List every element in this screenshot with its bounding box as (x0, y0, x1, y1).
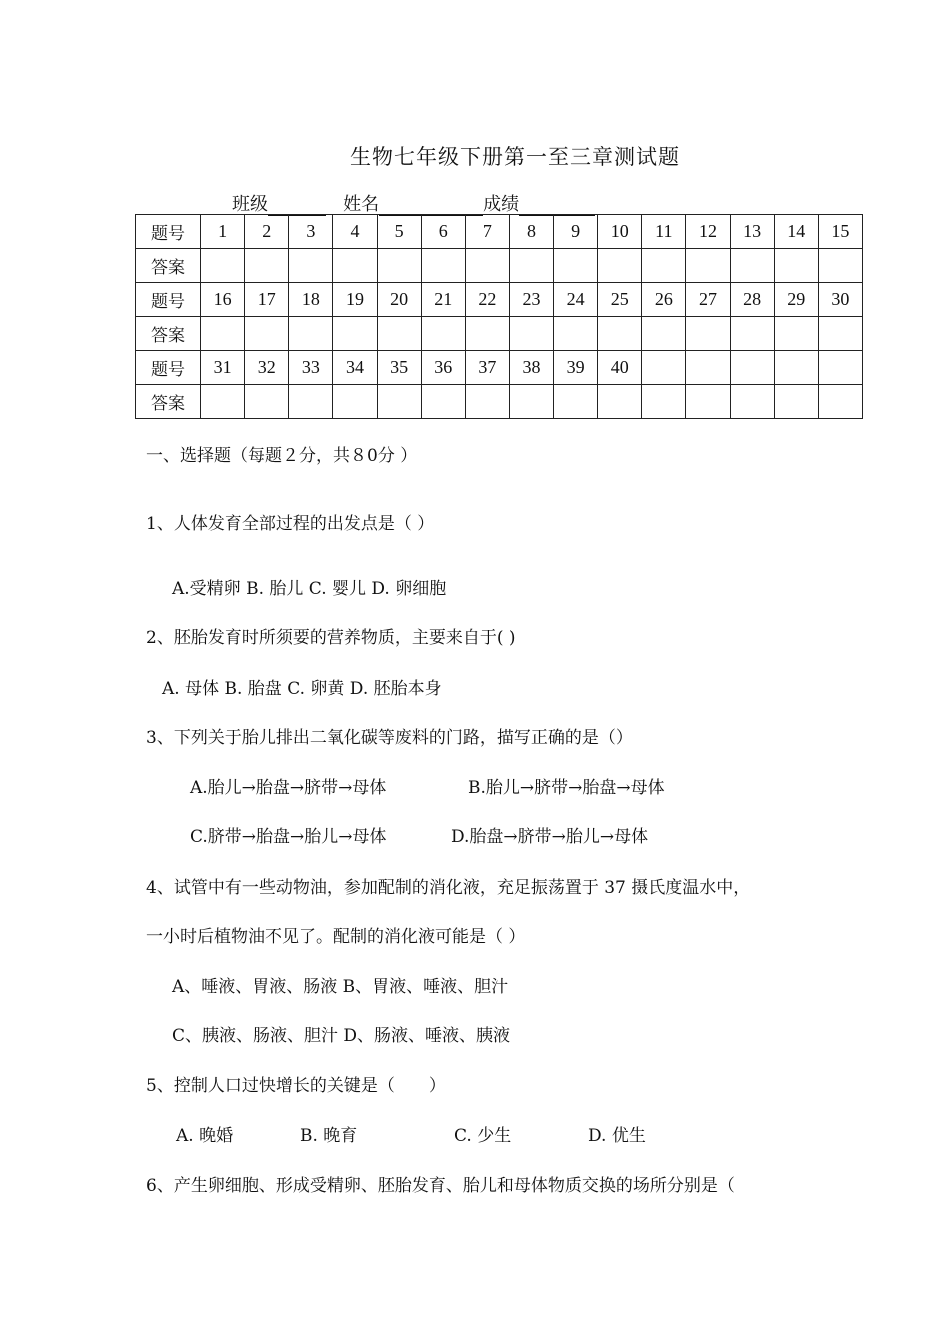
question-number-cell: 36 (421, 351, 465, 385)
answer-cell[interactable] (333, 317, 377, 351)
question-number-row (136, 351, 863, 385)
answer-cell[interactable] (333, 385, 377, 419)
question-4-options-row1: A、唾液、胃液、肠液 B、胃液、唾液、胆汁 (172, 977, 509, 997)
question-number-cell (818, 351, 862, 385)
answer-cell[interactable] (465, 249, 509, 283)
question-1-options: A.受精卵 B. 胎儿 C. 婴儿 D. 卵细胞 (172, 579, 447, 599)
question-number-cell (642, 351, 686, 385)
question-3-option-d: D.胎盘→脐带→胎儿→母体 (451, 827, 649, 847)
question-number-cell: 2 (245, 215, 289, 249)
answer-cell[interactable] (201, 317, 245, 351)
question-number-cell: 10 (598, 215, 642, 249)
answer-cell[interactable] (774, 249, 818, 283)
question-number-cell: 33 (289, 351, 333, 385)
question-number-cell (686, 351, 730, 385)
answer-cell[interactable] (774, 385, 818, 419)
row-label: 题号 (136, 283, 201, 317)
answer-row (136, 385, 863, 419)
answer-cell[interactable] (465, 317, 509, 351)
answer-cell[interactable] (245, 317, 289, 351)
question-number-cell: 14 (774, 215, 818, 249)
answer-cell[interactable] (642, 385, 686, 419)
question-number-cell: 30 (818, 283, 862, 317)
question-4-continued: 一小时后植物油不见了。配制的消化液可能是（ ） (146, 927, 526, 947)
question-number-cell: 15 (818, 215, 862, 249)
question-number-cell: 18 (289, 283, 333, 317)
answer-cell[interactable] (333, 249, 377, 283)
answer-cell[interactable] (377, 317, 421, 351)
question-3-option-c: C.脐带→胎盘→胎儿→母体 (190, 827, 387, 847)
answer-cell[interactable] (421, 317, 465, 351)
answer-cell[interactable] (554, 249, 598, 283)
answer-label: 答案 (136, 249, 201, 283)
question-2-options: A. 母体 B. 胎盘 C. 卵黄 D. 胚胎本身 (162, 679, 442, 699)
answer-cell[interactable] (245, 385, 289, 419)
question-number-row (136, 215, 863, 249)
question-3-option-b: B.胎儿→脐带→胎盘→母体 (468, 778, 665, 798)
answer-cell[interactable] (421, 249, 465, 283)
question-5: 5、控制人口过快增长的关键是（ ） (146, 1076, 446, 1096)
question-number-cell: 21 (421, 283, 465, 317)
question-number-cell: 28 (730, 283, 774, 317)
question-number-row (136, 283, 863, 317)
section-heading: 一、选择题（每题２分，共８0分 ） (146, 446, 418, 466)
question-number-cell (774, 351, 818, 385)
question-number-cell: 12 (686, 215, 730, 249)
question-number-cell: 38 (509, 351, 553, 385)
answer-cell[interactable] (730, 385, 774, 419)
answer-cell[interactable] (686, 385, 730, 419)
answer-cell[interactable] (642, 317, 686, 351)
question-3-option-a: A.胎儿→胎盘→脐带→母体 (190, 778, 387, 798)
question-number-cell: 40 (598, 351, 642, 385)
question-number-cell: 5 (377, 215, 421, 249)
answer-cell[interactable] (377, 249, 421, 283)
answer-cell[interactable] (774, 317, 818, 351)
answer-table (135, 214, 863, 419)
answer-cell[interactable] (289, 317, 333, 351)
answer-cell[interactable] (509, 249, 553, 283)
answer-cell[interactable] (421, 385, 465, 419)
answer-cell[interactable] (598, 317, 642, 351)
answer-cell[interactable] (245, 249, 289, 283)
answer-row (136, 249, 863, 283)
question-number-cell: 19 (333, 283, 377, 317)
question-1: 1、人体发育全部过程的出发点是（ ） (146, 514, 435, 534)
question-2: 2、胚胎发育时所须要的营养物质，主要来自于( ) (146, 628, 516, 648)
question-number-cell (730, 351, 774, 385)
question-5-option-d: D. 优生 (588, 1126, 646, 1146)
answer-cell[interactable] (509, 385, 553, 419)
question-number-cell: 3 (289, 215, 333, 249)
question-number-cell: 39 (554, 351, 598, 385)
question-number-cell: 16 (201, 283, 245, 317)
answer-cell[interactable] (818, 385, 862, 419)
question-5-option-b: B. 晚育 (300, 1126, 358, 1146)
question-number-cell: 7 (465, 215, 509, 249)
question-number-cell: 6 (421, 215, 465, 249)
question-number-cell: 26 (642, 283, 686, 317)
answer-cell[interactable] (686, 317, 730, 351)
answer-cell[interactable] (201, 385, 245, 419)
question-number-cell: 9 (554, 215, 598, 249)
question-number-cell: 1 (201, 215, 245, 249)
question-number-cell: 35 (377, 351, 421, 385)
answer-row (136, 317, 863, 351)
question-number-cell: 20 (377, 283, 421, 317)
question-number-cell: 17 (245, 283, 289, 317)
answer-label: 答案 (136, 317, 201, 351)
question-number-cell: 29 (774, 283, 818, 317)
answer-cell[interactable] (598, 385, 642, 419)
answer-cell[interactable] (465, 385, 509, 419)
question-number-cell: 23 (509, 283, 553, 317)
answer-cell[interactable] (642, 249, 686, 283)
question-number-cell: 11 (642, 215, 686, 249)
answer-cell[interactable] (598, 249, 642, 283)
answer-cell[interactable] (289, 249, 333, 283)
question-number-cell: 31 (201, 351, 245, 385)
answer-cell[interactable] (554, 317, 598, 351)
question-number-cell: 32 (245, 351, 289, 385)
answer-cell[interactable] (730, 317, 774, 351)
question-5-option-c: C. 少生 (454, 1126, 512, 1146)
answer-cell[interactable] (289, 385, 333, 419)
question-4-options-row2: C、胰液、肠液、胆汁 D、肠液、唾液、胰液 (172, 1026, 511, 1046)
answer-cell[interactable] (554, 385, 598, 419)
question-number-cell: 37 (465, 351, 509, 385)
answer-cell[interactable] (730, 249, 774, 283)
answer-cell[interactable] (818, 317, 862, 351)
question-number-cell: 25 (598, 283, 642, 317)
answer-cell[interactable] (686, 249, 730, 283)
answer-cell[interactable] (377, 385, 421, 419)
answer-cell[interactable] (509, 317, 553, 351)
question-number-cell: 24 (554, 283, 598, 317)
question-number-cell: 34 (333, 351, 377, 385)
row-label: 题号 (136, 351, 201, 385)
question-6: 6、产生卵细胞、形成受精卵、胚胎发育、胎儿和母体物质交换的场所分别是（ (146, 1176, 735, 1196)
page-title: 生物七年级下册第一至三章测试题 (350, 145, 680, 169)
question-number-cell: 8 (509, 215, 553, 249)
question-5-option-a: A. 晚婚 (176, 1126, 234, 1146)
answer-cell[interactable] (201, 249, 245, 283)
answer-label: 答案 (136, 385, 201, 419)
row-label: 题号 (136, 215, 201, 249)
class-label: 班级 (232, 194, 268, 215)
question-number-cell: 27 (686, 283, 730, 317)
question-number-cell: 13 (730, 215, 774, 249)
question-3: 3、下列关于胎儿排出二氧化碳等废料的门路，描写正确的是（） (146, 728, 633, 748)
student-info-line (232, 190, 595, 216)
score-label: 成绩 (483, 194, 520, 215)
question-4: 4、试管中有一些动物油，参加配制的消化液，充足振荡置于 37 摄氏度温水中， (146, 878, 751, 898)
question-number-cell: 4 (333, 215, 377, 249)
name-label: 姓名 (343, 194, 380, 215)
question-number-cell: 22 (465, 283, 509, 317)
answer-cell[interactable] (818, 249, 862, 283)
